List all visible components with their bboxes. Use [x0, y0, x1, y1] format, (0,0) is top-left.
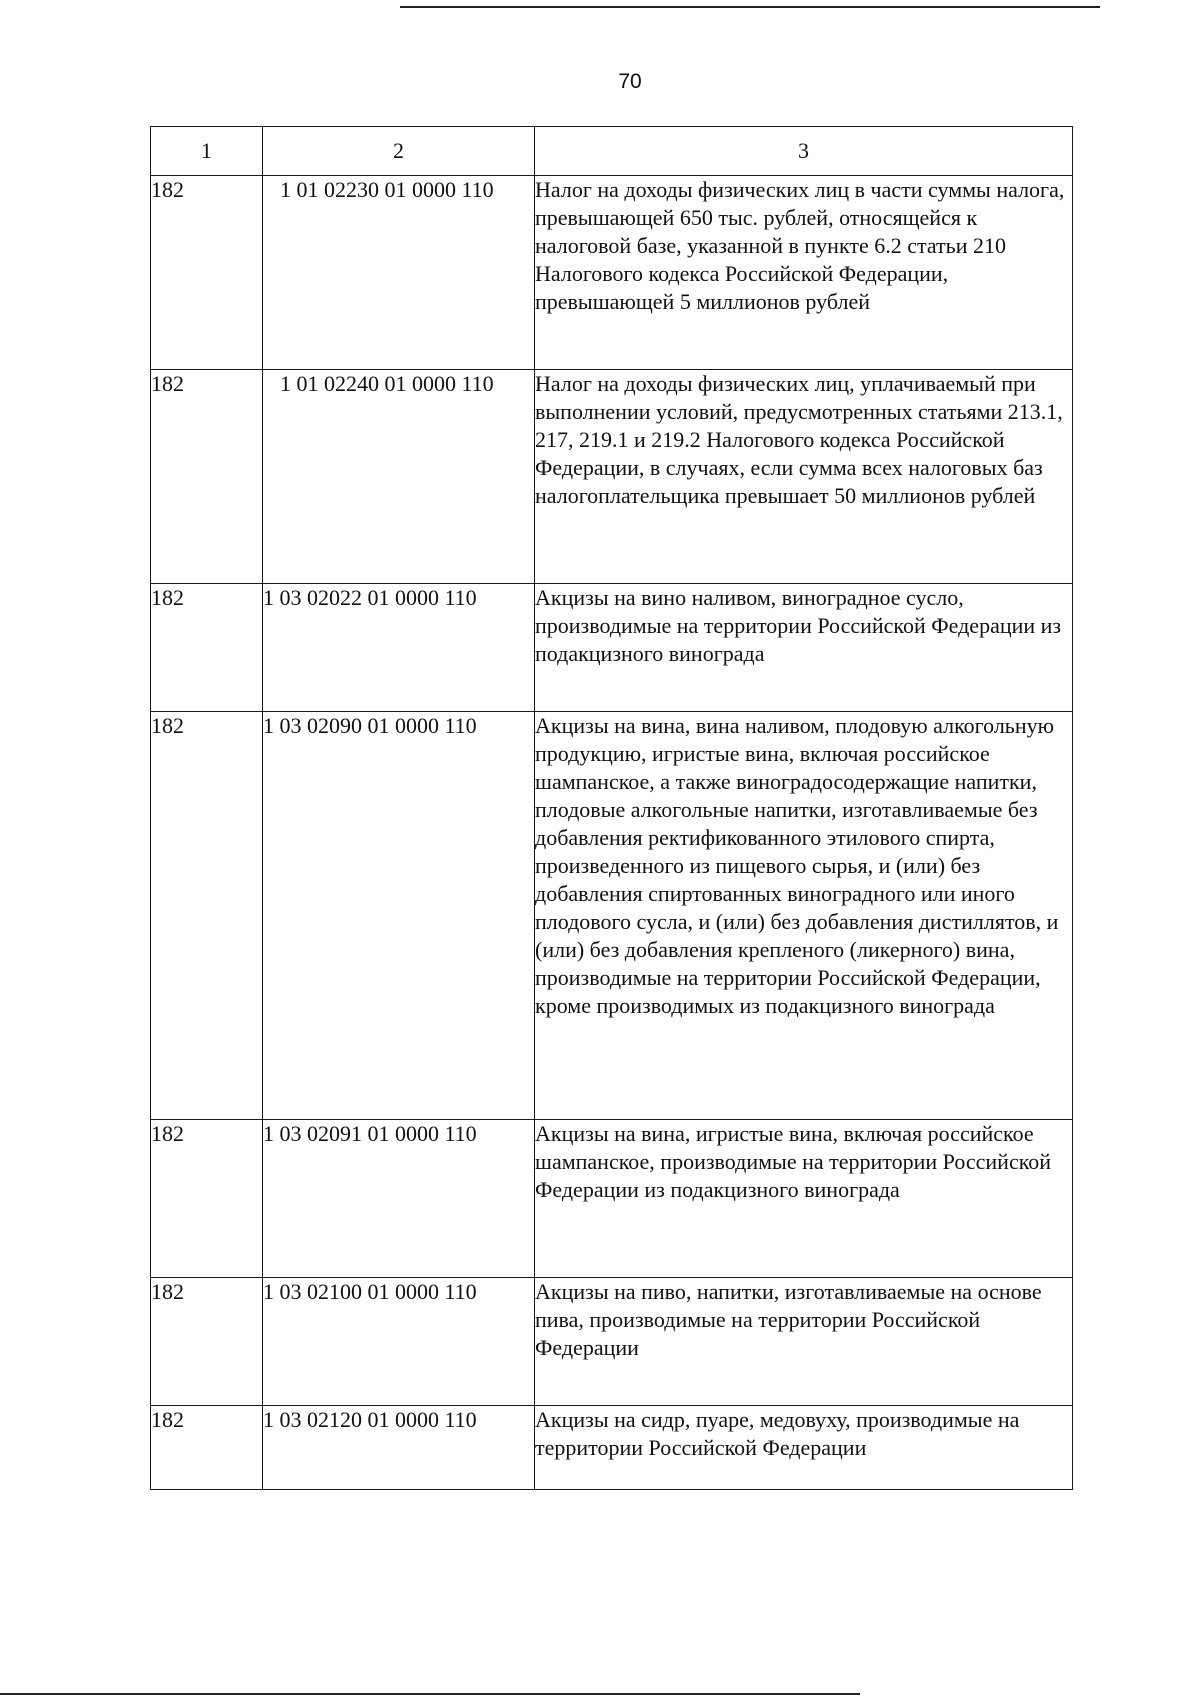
table-row — [151, 712, 1073, 1120]
budget-code-cell: 1 03 02022 01 0000 110 — [263, 584, 535, 712]
column-header-1: 1 — [151, 127, 263, 176]
budget-code-cell: 1 03 02120 01 0000 110 — [263, 1406, 535, 1490]
revenue-name-cell: Акцизы на вина, вина наливом, плодовую алкогольную продукцию, игристые вина, включая российское шампанское, а также виноградосодержащие напитки, плодовые алкогольные напитки, изготавливаемые без добавления ректификованного этилового спирта, произведенного из пищевого сырья, и (или) без добавления спиртованных виноградного или иного плодового сусла, и (или) без добавления дистиллятов, и (или) без добавления крепленого (ликерного) вина, производимые на территории Российской Федерации, кроме производимых из подакцизного винограда — [535, 712, 1073, 1120]
table-row — [151, 1278, 1073, 1406]
revenue-name-cell: Акцизы на пиво, напитки, изготавливаемые на основе пива, производимые на территории Российской Федерации — [535, 1278, 1073, 1406]
page-number: 70 — [618, 70, 642, 93]
revenue-codes-table — [150, 126, 1073, 1490]
table-header-row — [151, 127, 1073, 176]
column-header-3: 3 — [535, 127, 1073, 176]
admin-code-cell: 182 — [151, 370, 263, 584]
revenue-name-cell: Налог на доходы физических лиц, уплачиваемый при выполнении условий, предусмотренных статьями 213.1, 217, 219.1 и 219.2 Налогового кодекса Российской Федерации, в случаях, если сумма всех налоговых баз налогоплательщика превышает 50 миллионов рублей — [535, 370, 1073, 584]
budget-code-cell: 1 01 02230 01 0000 110 — [263, 176, 535, 370]
top-rule — [400, 6, 1100, 8]
table-row — [151, 1406, 1073, 1490]
revenue-name-cell: Акцизы на вина, игристые вина, включая российское шампанское, производимые на территории Российской Федерации из подакцизного винограда — [535, 1120, 1073, 1278]
table-row — [151, 176, 1073, 370]
table-row — [151, 584, 1073, 712]
bottom-rule — [0, 1693, 860, 1695]
budget-code-cell: 1 03 02091 01 0000 110 — [263, 1120, 535, 1278]
column-header-2: 2 — [263, 127, 535, 176]
admin-code-cell: 182 — [151, 1120, 263, 1278]
budget-code-cell: 1 03 02090 01 0000 110 — [263, 712, 535, 1120]
admin-code-cell: 182 — [151, 1278, 263, 1406]
admin-code-cell: 182 — [151, 176, 263, 370]
revenue-name-cell: Акцизы на вино наливом, виноградное сусло, производимые на территории Российской Федерации из подакцизного винограда — [535, 584, 1073, 712]
revenue-name-cell: Акцизы на сидр, пуаре, медовуху, производимые на территории Российской Федерации — [535, 1406, 1073, 1490]
admin-code-cell: 182 — [151, 584, 263, 712]
table-row — [151, 370, 1073, 584]
admin-code-cell: 182 — [151, 712, 263, 1120]
admin-code-cell: 182 — [151, 1406, 263, 1490]
revenue-name-cell: Налог на доходы физических лиц в части суммы налога, превышающей 650 тыс. рублей, относящейся к налоговой базе, указанной в пункте 6.2 статьи 210 Налогового кодекса Российской Федерации, превышающей 5 миллионов рублей — [535, 176, 1073, 370]
budget-code-cell: 1 01 02240 01 0000 110 — [263, 370, 535, 584]
table-row — [151, 1120, 1073, 1278]
budget-code-cell: 1 03 02100 01 0000 110 — [263, 1278, 535, 1406]
